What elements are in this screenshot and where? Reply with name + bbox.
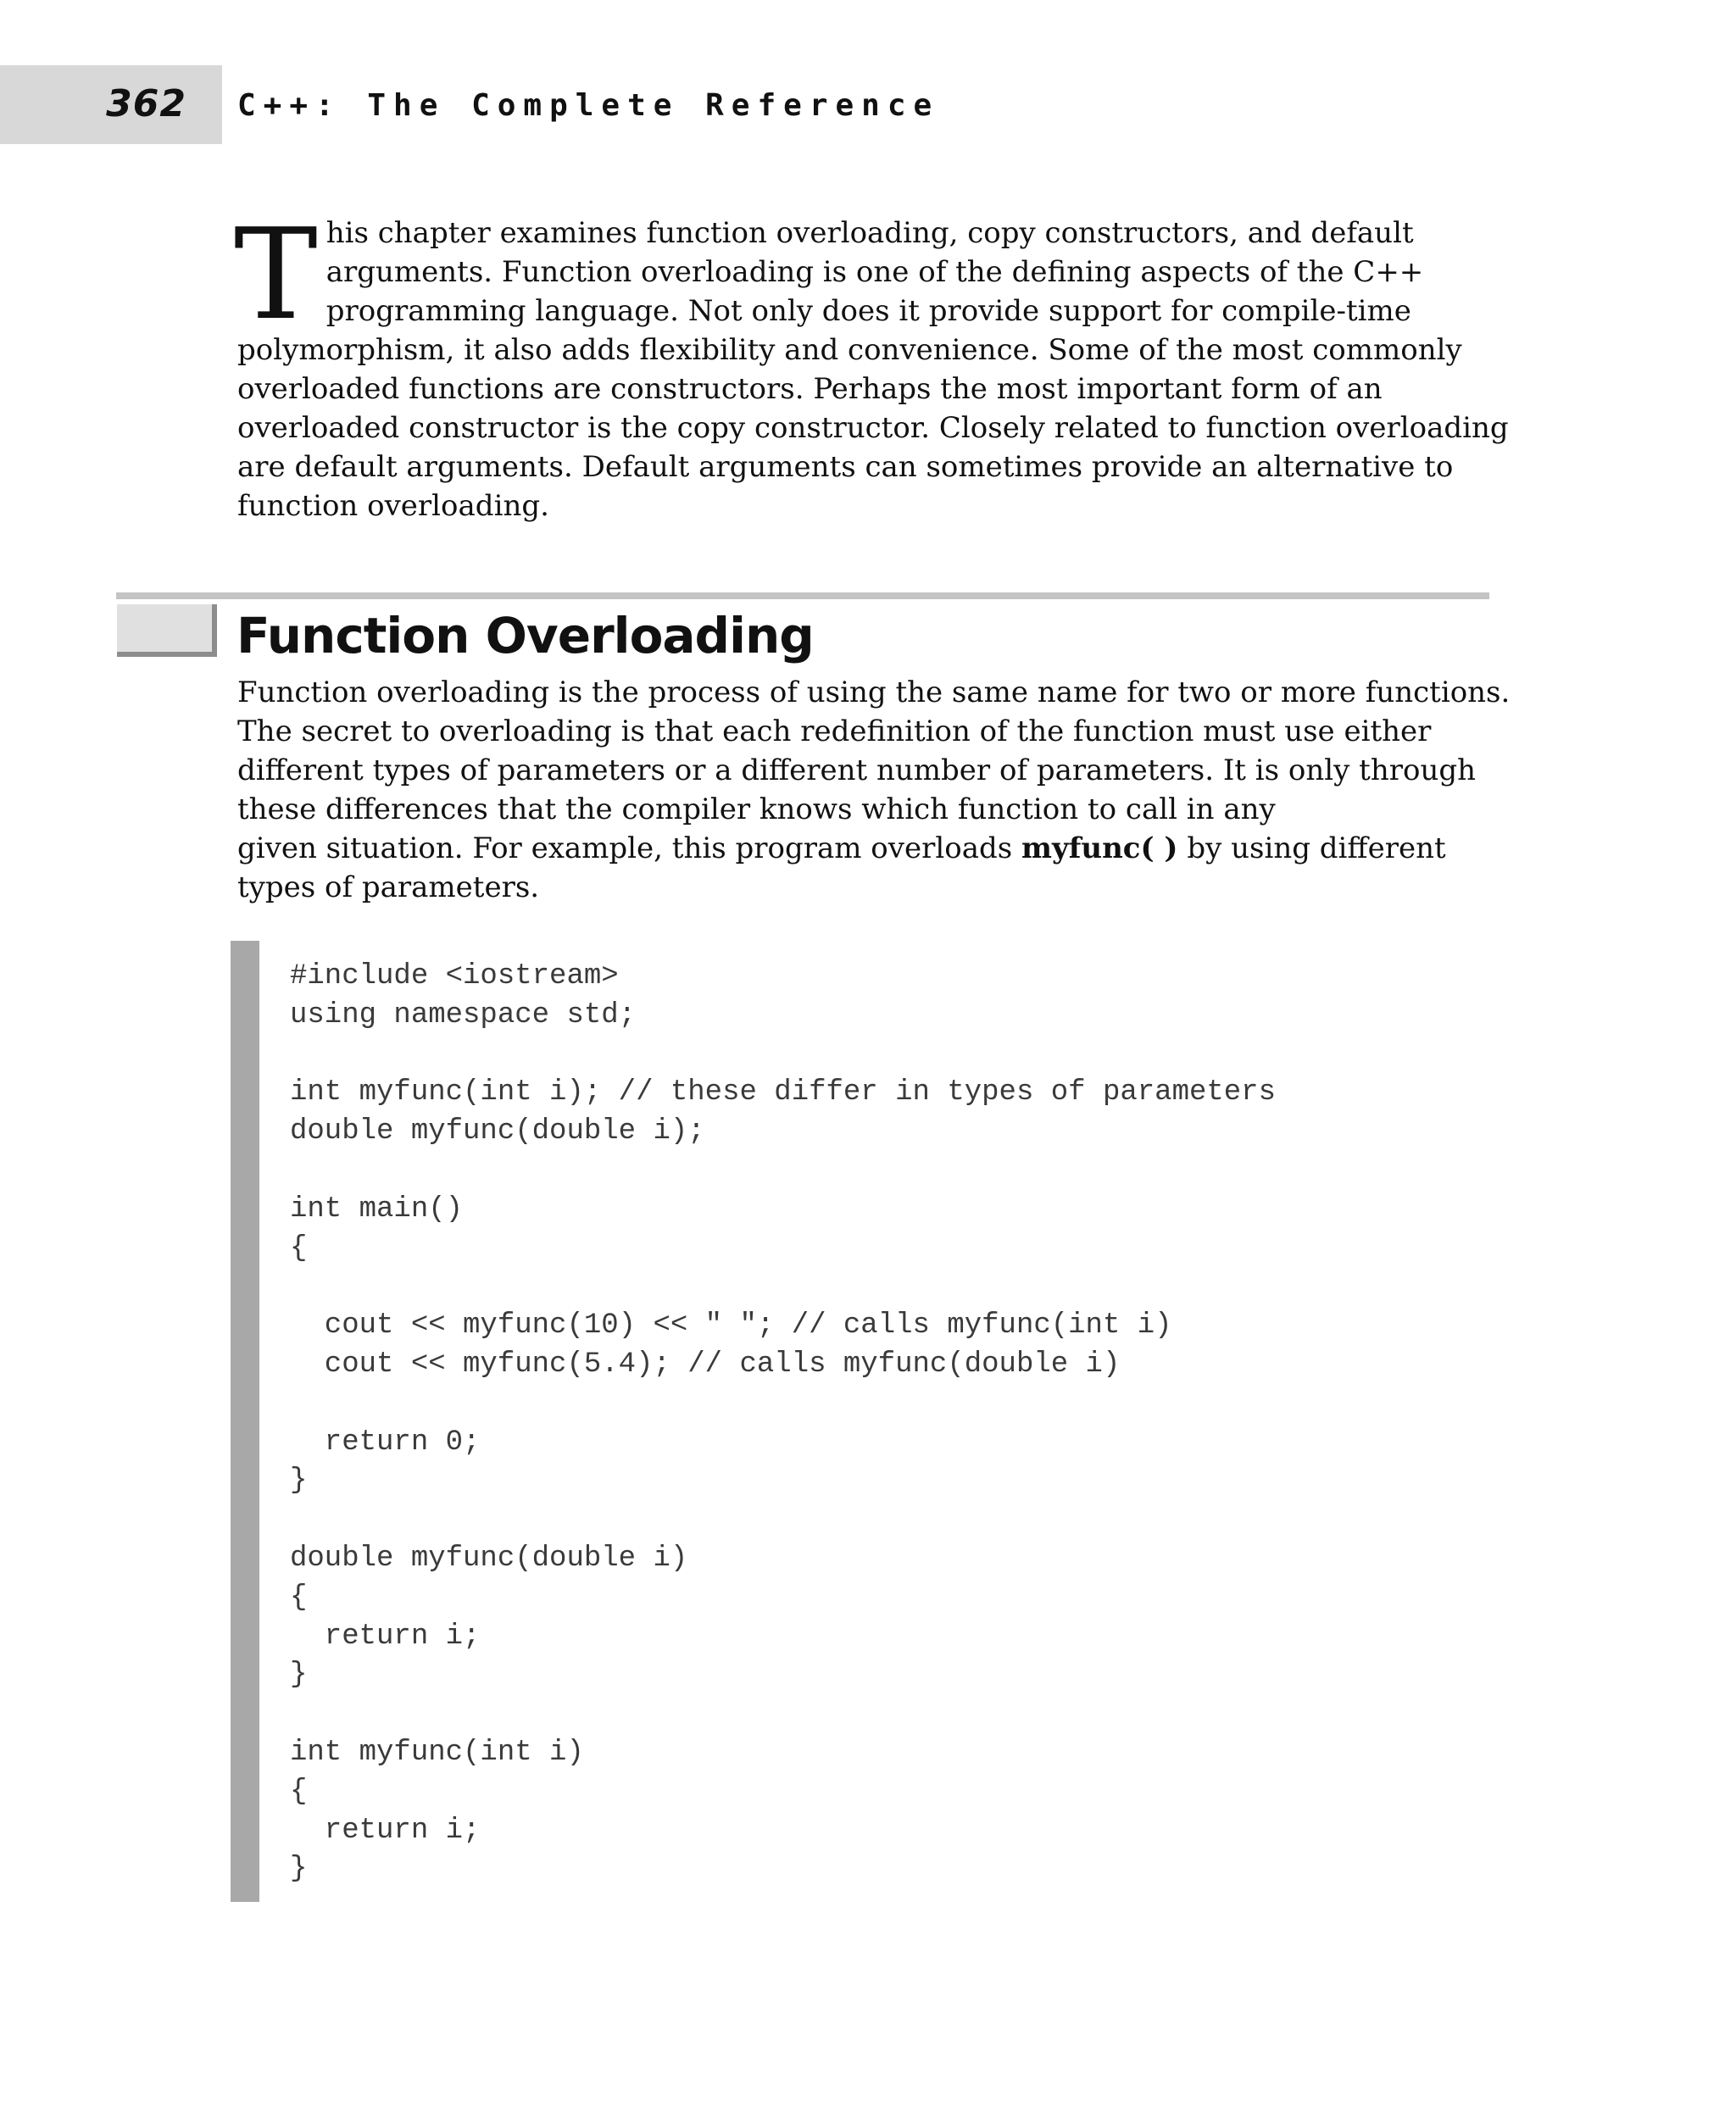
intro-line: function overloading. bbox=[237, 489, 549, 523]
code-line bbox=[290, 1268, 1276, 1307]
code-line: double myfunc(double i); bbox=[290, 1115, 705, 1148]
intro-line: polymorphism, it also adds flexibility and convenience. Some of the most commonly bbox=[237, 333, 1462, 367]
code-line: #include <iostream> bbox=[290, 960, 619, 992]
code-line bbox=[290, 1501, 1276, 1540]
body-line: different types of parameters or a different number of parameters. It is only through bbox=[237, 753, 1477, 787]
intro-paragraph bbox=[234, 202, 1509, 525]
code-line: } bbox=[290, 1659, 308, 1692]
page-number: 362 bbox=[106, 82, 186, 125]
code-listing-bar bbox=[231, 941, 259, 1902]
code-line: using namespace std; bbox=[290, 998, 637, 1031]
code-line bbox=[290, 1036, 1276, 1075]
section-divider bbox=[116, 592, 1489, 599]
code-line: cout << myfunc(10) << " "; // calls myfunc(int i) bbox=[290, 1309, 1172, 1343]
body-line: these differences that the compiler knows which function to call in any bbox=[237, 792, 1276, 826]
body-paragraph bbox=[237, 673, 1511, 907]
body-line: The secret to overloading is that each redefinition of the function must use either bbox=[237, 714, 1432, 748]
code-line bbox=[290, 1695, 1276, 1734]
body-line bbox=[237, 829, 1492, 868]
body-line: types of parameters. bbox=[237, 870, 540, 904]
intro-line: are default arguments. Default arguments can sometimes provide an alternative to bbox=[237, 450, 1454, 484]
body-text: by using different bbox=[1177, 831, 1446, 865]
code-line: int myfunc(int i) bbox=[290, 1736, 584, 1769]
code-line: return i; bbox=[290, 1620, 481, 1653]
code-line bbox=[290, 1152, 1276, 1191]
drop-cap: T bbox=[234, 202, 318, 347]
code-line: return 0; bbox=[290, 1426, 481, 1459]
intro-line: overloaded constructor is the copy constructor. Closely related to function overloading bbox=[237, 411, 1509, 445]
intro-line: arguments. Function overloading is one of the defining aspects of the C++ bbox=[326, 255, 1424, 289]
intro-line: programming language. Not only does it provide support for compile-time bbox=[326, 294, 1411, 328]
code-line: { bbox=[290, 1231, 308, 1265]
code-listing bbox=[290, 958, 1276, 1889]
page-number-box bbox=[0, 65, 222, 144]
code-line: return i; bbox=[290, 1814, 481, 1847]
code-line: int myfunc(int i); // these differ in types of parameters bbox=[290, 1076, 1276, 1109]
code-line bbox=[290, 1385, 1276, 1424]
section-marker-box bbox=[117, 604, 217, 657]
section-heading: Function Overloading bbox=[236, 607, 814, 664]
body-text: given situation. For example, this program overloads bbox=[237, 831, 1021, 865]
code-line: } bbox=[290, 1853, 308, 1886]
running-title: C++: The Complete Reference bbox=[237, 88, 940, 123]
code-line: int main() bbox=[290, 1192, 464, 1226]
intro-line: overloaded functions are constructors. Perhaps the most important form of an bbox=[237, 372, 1383, 406]
intro-line: his chapter examines function overloading, copy constructors, and default bbox=[326, 216, 1414, 250]
code-line: cout << myfunc(5.4); // calls myfunc(double i) bbox=[290, 1348, 1121, 1381]
code-line: { bbox=[290, 1581, 308, 1614]
inline-code-myfunc: myfunc( ) bbox=[1021, 831, 1178, 865]
code-line: { bbox=[290, 1775, 308, 1808]
code-line: } bbox=[290, 1465, 308, 1498]
body-line: Function overloading is the process of using the same name for two or more functions. bbox=[237, 675, 1511, 709]
code-line: double myfunc(double i) bbox=[290, 1542, 688, 1575]
